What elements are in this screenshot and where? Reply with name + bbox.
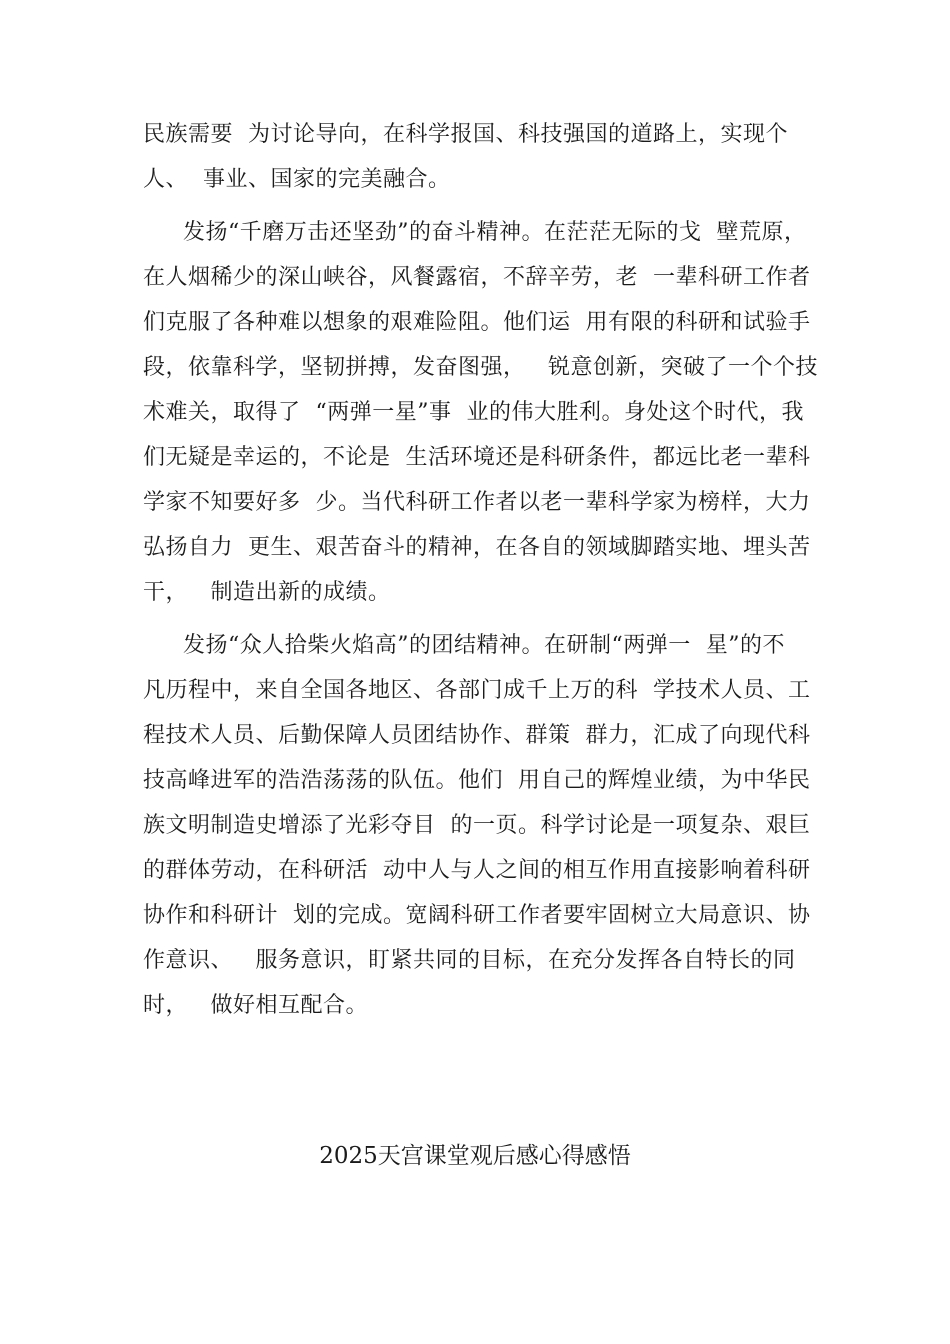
paragraph-1 — [143, 112, 823, 202]
paragraph-spacer — [143, 615, 823, 623]
text-line: 人、 事业、国家的完美融合。 — [143, 167, 451, 192]
text-line: 在人烟稀少的深山峡谷，风餐露宿，不辞辛劳，老 一辈科研工作者 — [143, 265, 811, 290]
text-line: 的群体劳动，在科研活 动中人与人之间的相互作用直接影响着科研 — [143, 858, 811, 883]
text-line: 发扬“众人拾柴火焰高”的团结精神。在研制“两弹一 星”的不 — [183, 633, 785, 658]
text-line: 技高峰进军的浩浩荡荡的队伍。他们 用自己的辉煌业绩，为中华民 — [143, 768, 811, 793]
paragraph-spacer — [143, 202, 823, 210]
text-line: 段，依靠科学，坚韧拼搏，发奋图强， 锐意创新，突破了一个个技 — [143, 355, 818, 380]
text-line: 弘扬自力 更生、艰苦奋斗的精神，在各自的领域脚踏实地、埋头苦 — [143, 535, 811, 560]
text-line: 干， 制造出新的成绩。 — [143, 580, 391, 605]
document-title: 2025天宫课堂观后感心得感悟 — [319, 1143, 631, 1169]
paragraph-3 — [143, 623, 823, 1028]
text-line: 协作和科研计 划的完成。宽阔科研工作者要牢固树立大局意识、协 — [143, 903, 811, 928]
text-line: 作意识、 服务意识，盯紧共同的目标，在充分发挥各自特长的同 — [143, 948, 796, 973]
text-line: 程技术人员、后勤保障人员团结协作、群策 群力，汇成了向现代科 — [143, 723, 811, 748]
paragraph-2 — [143, 210, 823, 615]
text-line: 凡历程中，来自全国各地区、各部门成千上万的科 学技术人员、工 — [143, 678, 811, 703]
text-line: 民族需要 为讨论导向，在科学报国、科技强国的道路上，实现个 — [143, 122, 788, 147]
text-line: 时， 做好相互配合。 — [143, 993, 368, 1018]
document-body — [143, 112, 823, 1028]
text-line: 术难关，取得了 “两弹一星”事 业的伟大胜利。身处这个时代，我 — [143, 400, 804, 425]
text-line: 学家不知要好多 少。当代科研工作者以老一辈科学家为榜样，大力 — [143, 490, 811, 515]
text-line: 们克服了各种难以想象的艰难险阻。他们运 用有限的科研和试验手 — [143, 310, 811, 335]
text-line: 们无疑是幸运的，不论是 生活环境还是科研条件，都远比老一辈科 — [143, 445, 811, 470]
text-line: 发扬“千磨万击还坚劲”的奋斗精神。在茫茫无际的戈 壁荒原， — [183, 220, 807, 245]
text-line: 族文明制造史增添了光彩夺目 的一页。科学讨论是一项复杂、艰巨 — [143, 813, 811, 838]
